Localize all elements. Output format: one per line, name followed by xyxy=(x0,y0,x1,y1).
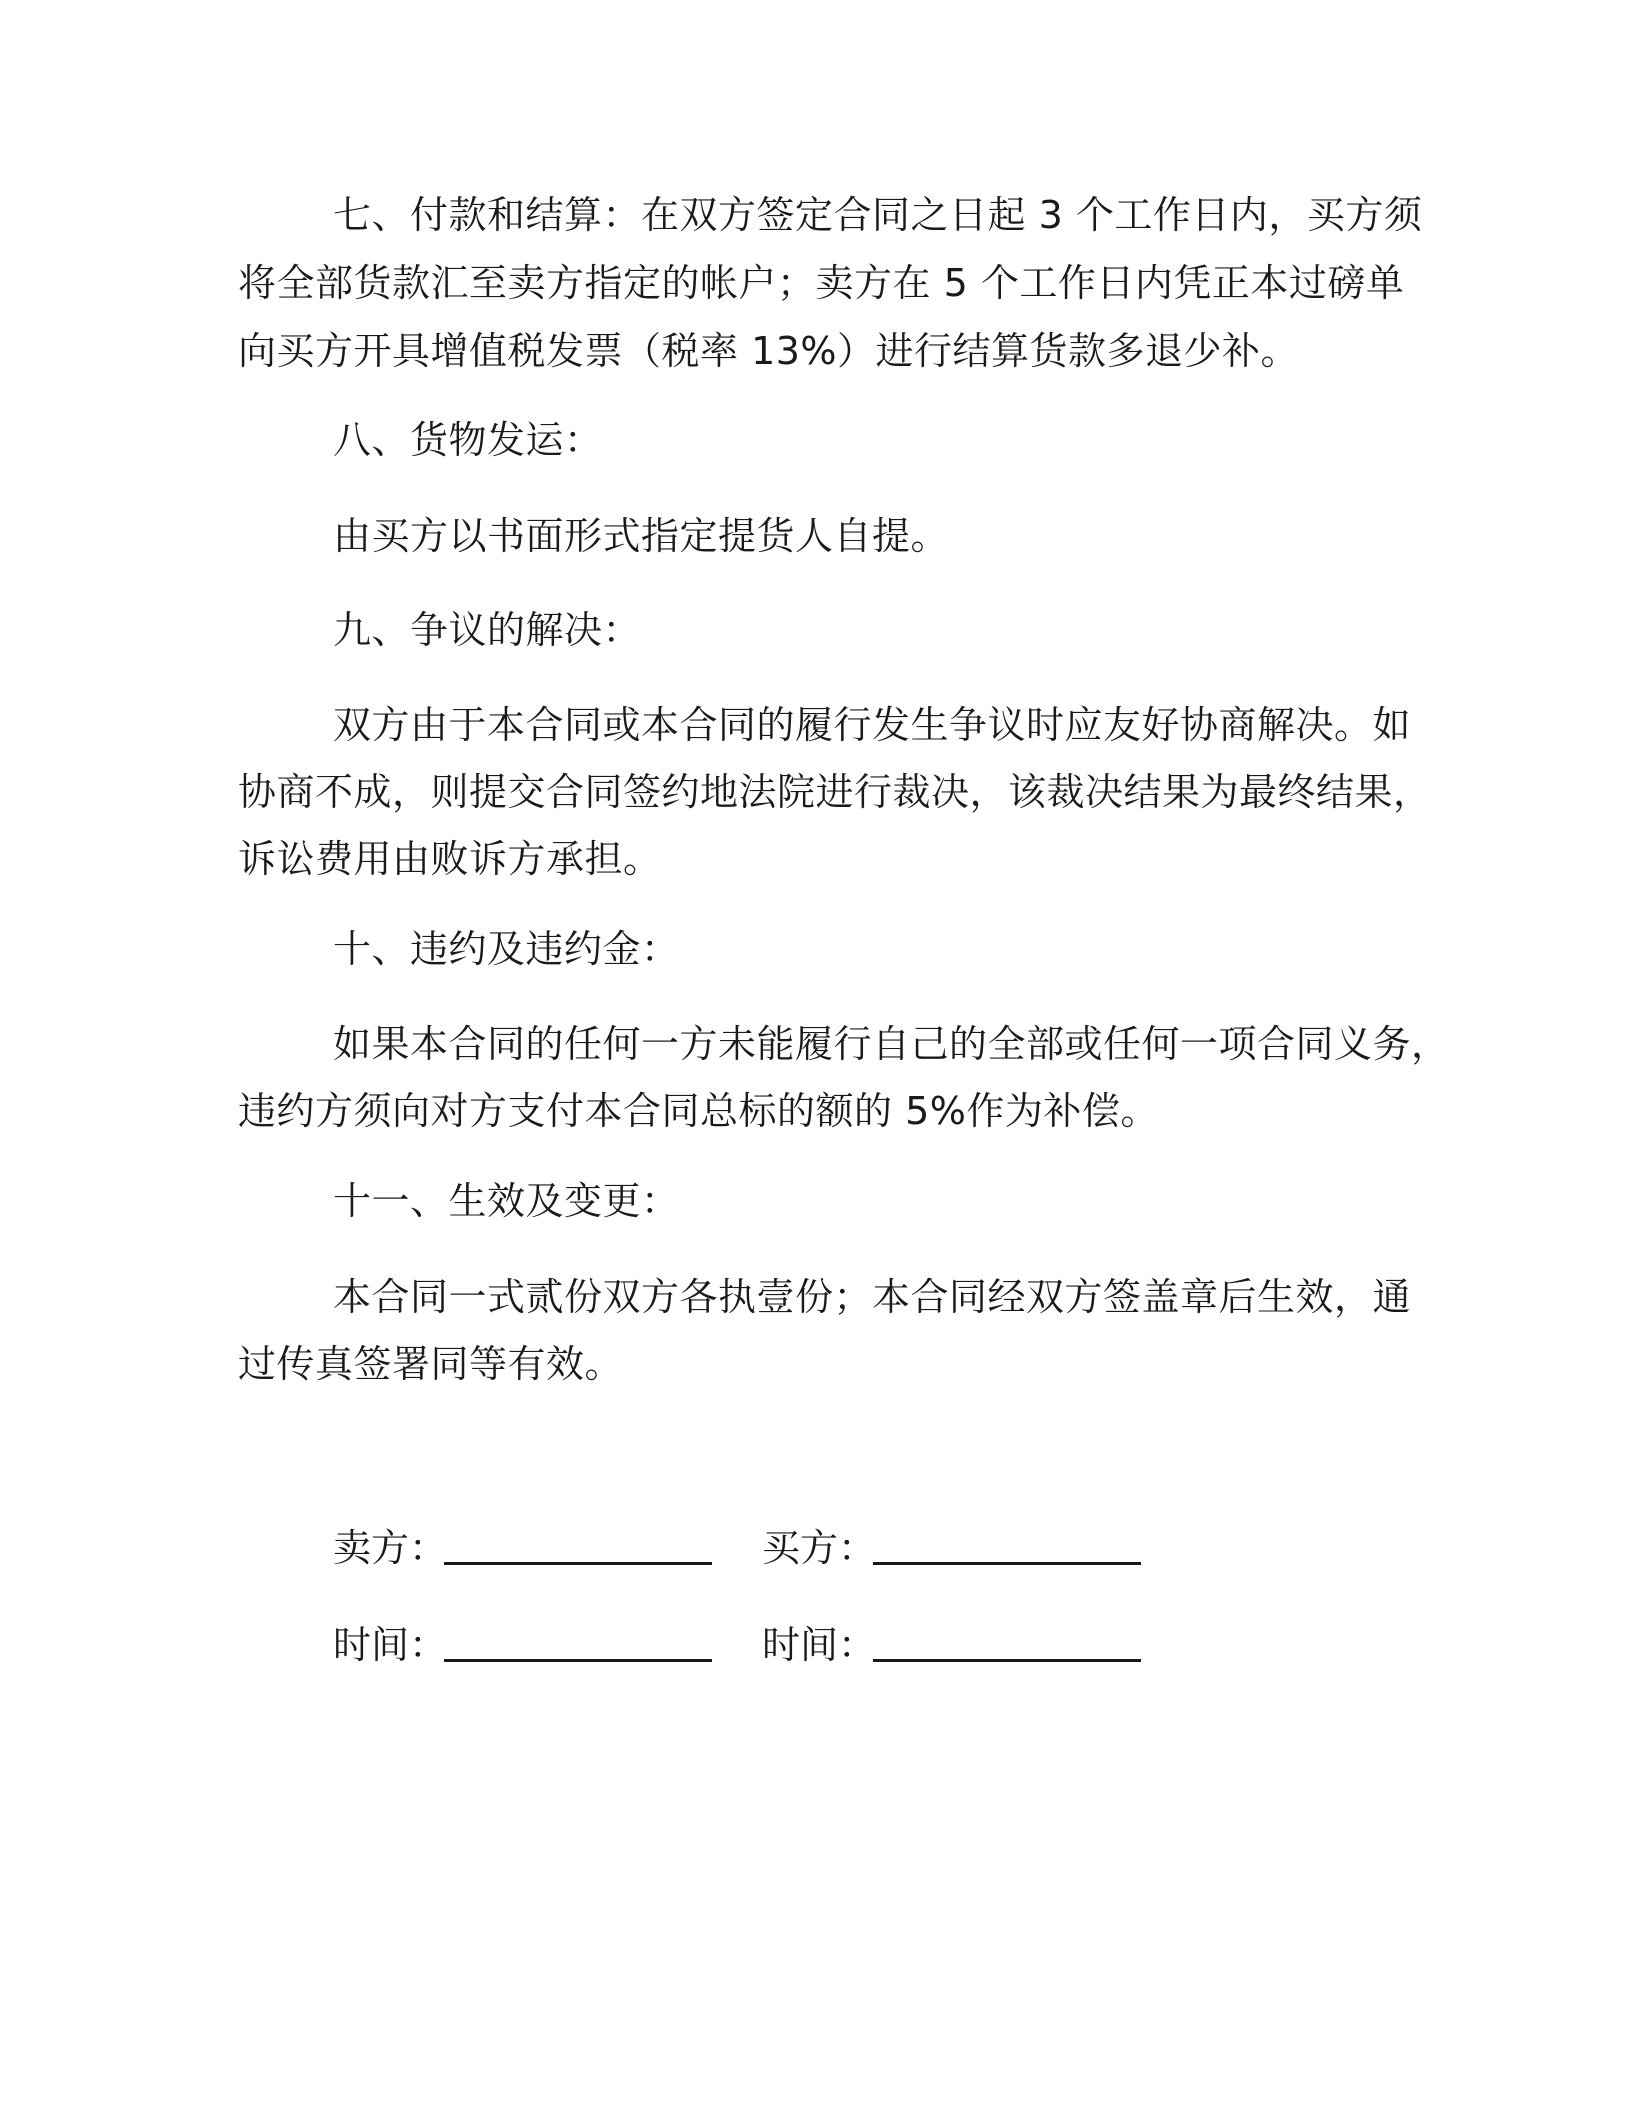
section10-heading: 十、违约及违约金： xyxy=(333,927,680,971)
section11-line2: 过传真签署同等有效。 xyxy=(238,1342,624,1386)
buyer-signature-line[interactable] xyxy=(873,1562,1141,1565)
section9-heading: 九、争议的解决： xyxy=(333,608,642,652)
seller-time-line[interactable] xyxy=(444,1659,712,1662)
section8-heading: 八、货物发运： xyxy=(333,418,603,462)
section7-line1: 七、付款和结算：在双方签定合同之日起 3 个工作日内，买方须 xyxy=(333,193,1423,237)
seller-signature-line[interactable] xyxy=(444,1562,712,1565)
section9-line2: 协商不成，则提交合同签约地法院进行裁决，该裁决结果为最终结果， xyxy=(238,770,1432,814)
section11-line1: 本合同一式贰份双方各执壹份；本合同经双方签盖章后生效，通 xyxy=(333,1275,1412,1319)
section9-line3: 诉讼费用由败诉方承担。 xyxy=(238,837,662,881)
seller-label: 卖方： xyxy=(333,1526,448,1570)
buyer-time-line[interactable] xyxy=(873,1659,1141,1662)
seller-time-label: 时间： xyxy=(333,1623,448,1667)
section10-line1: 如果本合同的任何一方未能履行自己的全部或任何一项合同义务， xyxy=(333,1022,1450,1066)
section10-line2: 违约方须向对方支付本合同总标的额的 5%作为补偿。 xyxy=(238,1089,1159,1133)
buyer-label: 买方： xyxy=(762,1526,877,1570)
section7-line3: 向买方开具增值税发票（税率 13%）进行结算货款多退少补。 xyxy=(238,329,1300,373)
section8-body: 由买方以书面形式指定提货人自提。 xyxy=(333,514,950,558)
buyer-time-label: 时间： xyxy=(762,1623,877,1667)
section9-line1: 双方由于本合同或本合同的履行发生争议时应友好协商解决。如 xyxy=(333,703,1412,747)
section7-line2: 将全部货款汇至卖方指定的帐户；卖方在 5 个工作日内凭正本过磅单 xyxy=(238,261,1405,305)
section11-heading: 十一、生效及变更： xyxy=(333,1179,680,1223)
